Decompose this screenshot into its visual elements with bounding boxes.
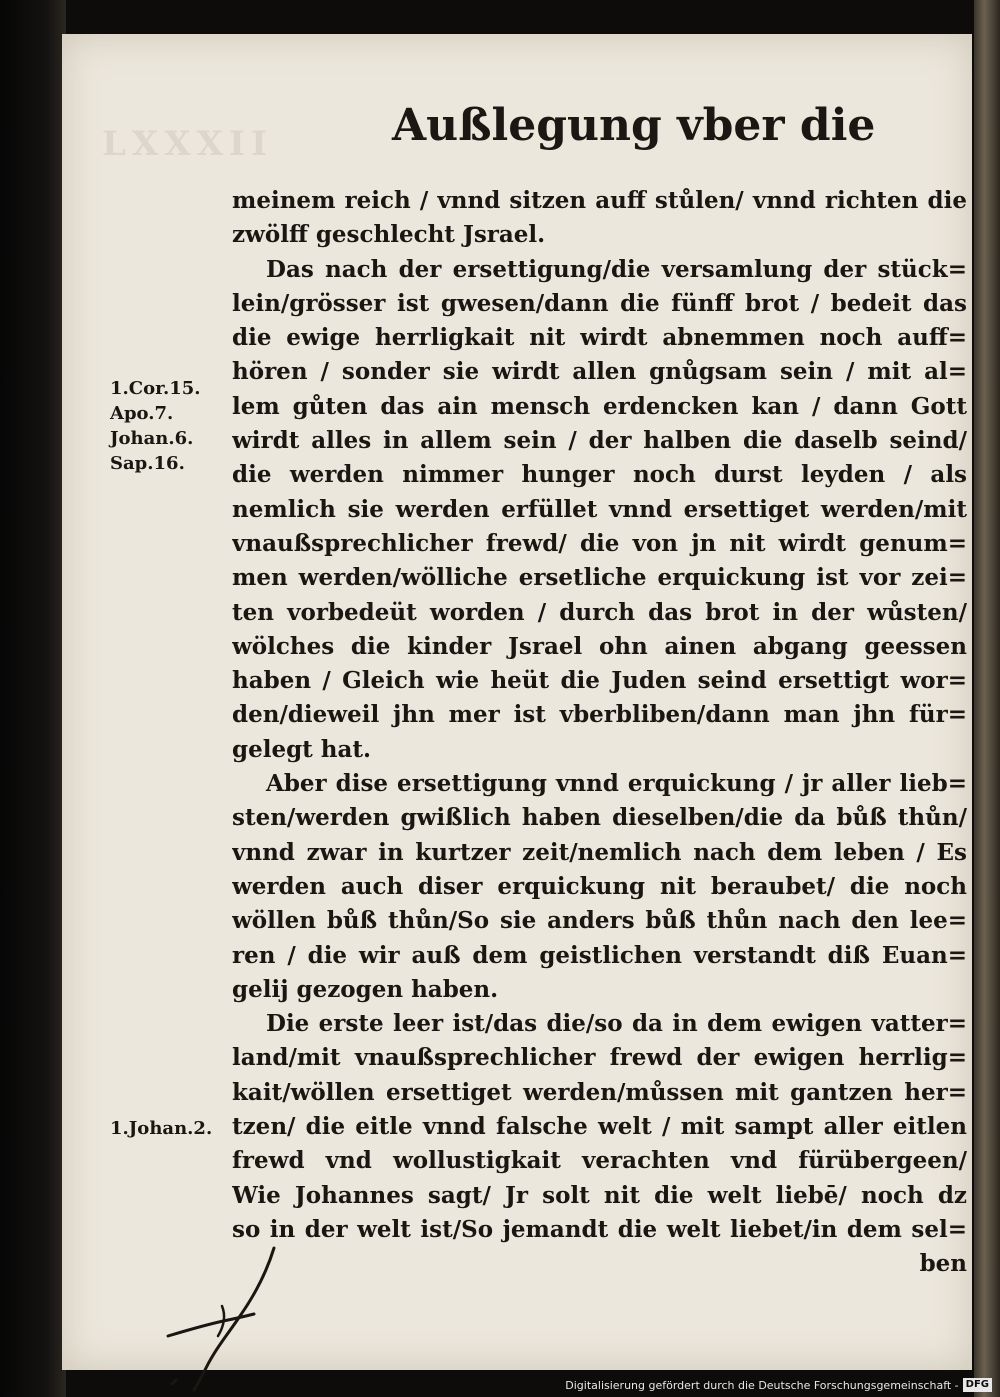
text-line: vnnd zwar in kurtzer zeit/nemlich nach dem leben / Es: [232, 838, 967, 866]
margin-note-line: 1.Johan.2.: [110, 1118, 213, 1139]
document-page: [62, 34, 972, 1370]
text-line: ten vorbedeüt worden / durch das brot in der wůsten/: [232, 598, 967, 626]
text-line: lein/grösser ist gwesen/dann die fünff brot / bedeit das: [232, 289, 967, 317]
text-line: gelij gezogen haben.: [232, 975, 499, 1003]
text-line: kait/wöllen ersettiget werden/můssen mit gantzen her=: [232, 1078, 967, 1106]
text-line: werden auch diser erquickung nit beraubet/ die noch: [232, 872, 967, 900]
ink-scribble-mark: [162, 1244, 282, 1394]
text-line: gelegt hat.: [232, 735, 372, 763]
text-line: zwölff geschlecht Jsrael.: [232, 221, 546, 249]
margin-note-references-2: [110, 1116, 220, 1141]
text-line: sten/werden gwißlich haben dieselben/die da bůß thůn/: [232, 804, 967, 832]
text-line: tzen/ die eitle vnnd falsche welt / mit sampt aller eitlen: [232, 1113, 967, 1141]
text-line: haben / Gleich wie heüt die Juden seind ersettigt wor=: [232, 667, 967, 695]
margin-note-line: Apo.7.: [110, 403, 174, 424]
bleed-through-text: LXXXII: [102, 124, 273, 164]
text-line: meinem reich / vnnd sitzen auff stůlen/ vnnd richten die: [232, 187, 967, 214]
text-line: Wie Johannes sagt/ Jr solt nit die welt liebē/ noch dz: [232, 1181, 967, 1209]
text-line: hören / sonder sie wirdt allen gnůgsam sein / mit al=: [232, 358, 967, 386]
margin-note-references-1: [110, 376, 220, 476]
margin-note-line: Johan.6.: [110, 428, 194, 449]
text-line: die ewige herrligkait nit wirdt abnemmen noch auff=: [232, 324, 967, 352]
dfg-logo: DFG: [963, 1378, 992, 1392]
body-text: [232, 184, 967, 1282]
text-line: ben: [919, 1250, 967, 1278]
text-line: men werden/wölliche ersetliche erquickung ist vor zei=: [232, 564, 967, 592]
digitization-credit: [565, 1377, 992, 1393]
credit-text: Digitalisierung gefördert durch die Deutsche Forschungsgemeinschaft -: [565, 1378, 959, 1392]
running-head: Außlegung vber die: [392, 100, 876, 151]
text-line: wöllen bůß thůn/So sie anders bůß thůn nach den lee=: [232, 907, 967, 935]
book-spine: [0, 0, 66, 1397]
text-line: so in der welt ist/So jemandt die welt liebet/in dem sel=: [232, 1215, 967, 1243]
text-line: wirdt alles in allem sein / der halben die daselb seind/: [232, 427, 967, 455]
text-line: nemlich sie werden erfüllet vnnd ersettiget werden/mit: [232, 495, 967, 523]
text-line: lem gůten das ain mensch erdencken kan / dann Gott: [232, 392, 967, 420]
text-line: wölches die kinder Jsrael ohn ainen abgang geessen: [232, 632, 967, 660]
margin-note-line: Sap.16.: [110, 453, 185, 474]
text-line: Aber dise ersettigung vnnd erquickung / jr aller lieb=: [266, 770, 967, 798]
text-line: den/dieweil jhn mer ist vberbliben/dann man jhn für=: [232, 701, 967, 729]
text-line: vnaußsprechlicher frewd/ die von jn nit wirdt genum=: [232, 529, 967, 557]
text-line: Die erste leer ist/das die/so da in dem ewigen vatter=: [266, 1010, 967, 1038]
text-line: frewd vnd wollustigkait verachten vnd fürübergeen/: [232, 1147, 967, 1175]
page-edge: [974, 0, 1000, 1397]
text-line: Das nach der ersettigung/die versamlung der stück=: [266, 255, 967, 283]
text-line: land/mit vnaußsprechlicher frewd der ewigen herrlig=: [232, 1044, 967, 1072]
text-line: ren / die wir auß dem geistlichen verstandt diß Euan=: [232, 941, 967, 969]
margin-note-line: 1.Cor.15.: [110, 378, 201, 399]
text-line: die werden nimmer hunger noch durst leyden / als: [232, 461, 967, 489]
